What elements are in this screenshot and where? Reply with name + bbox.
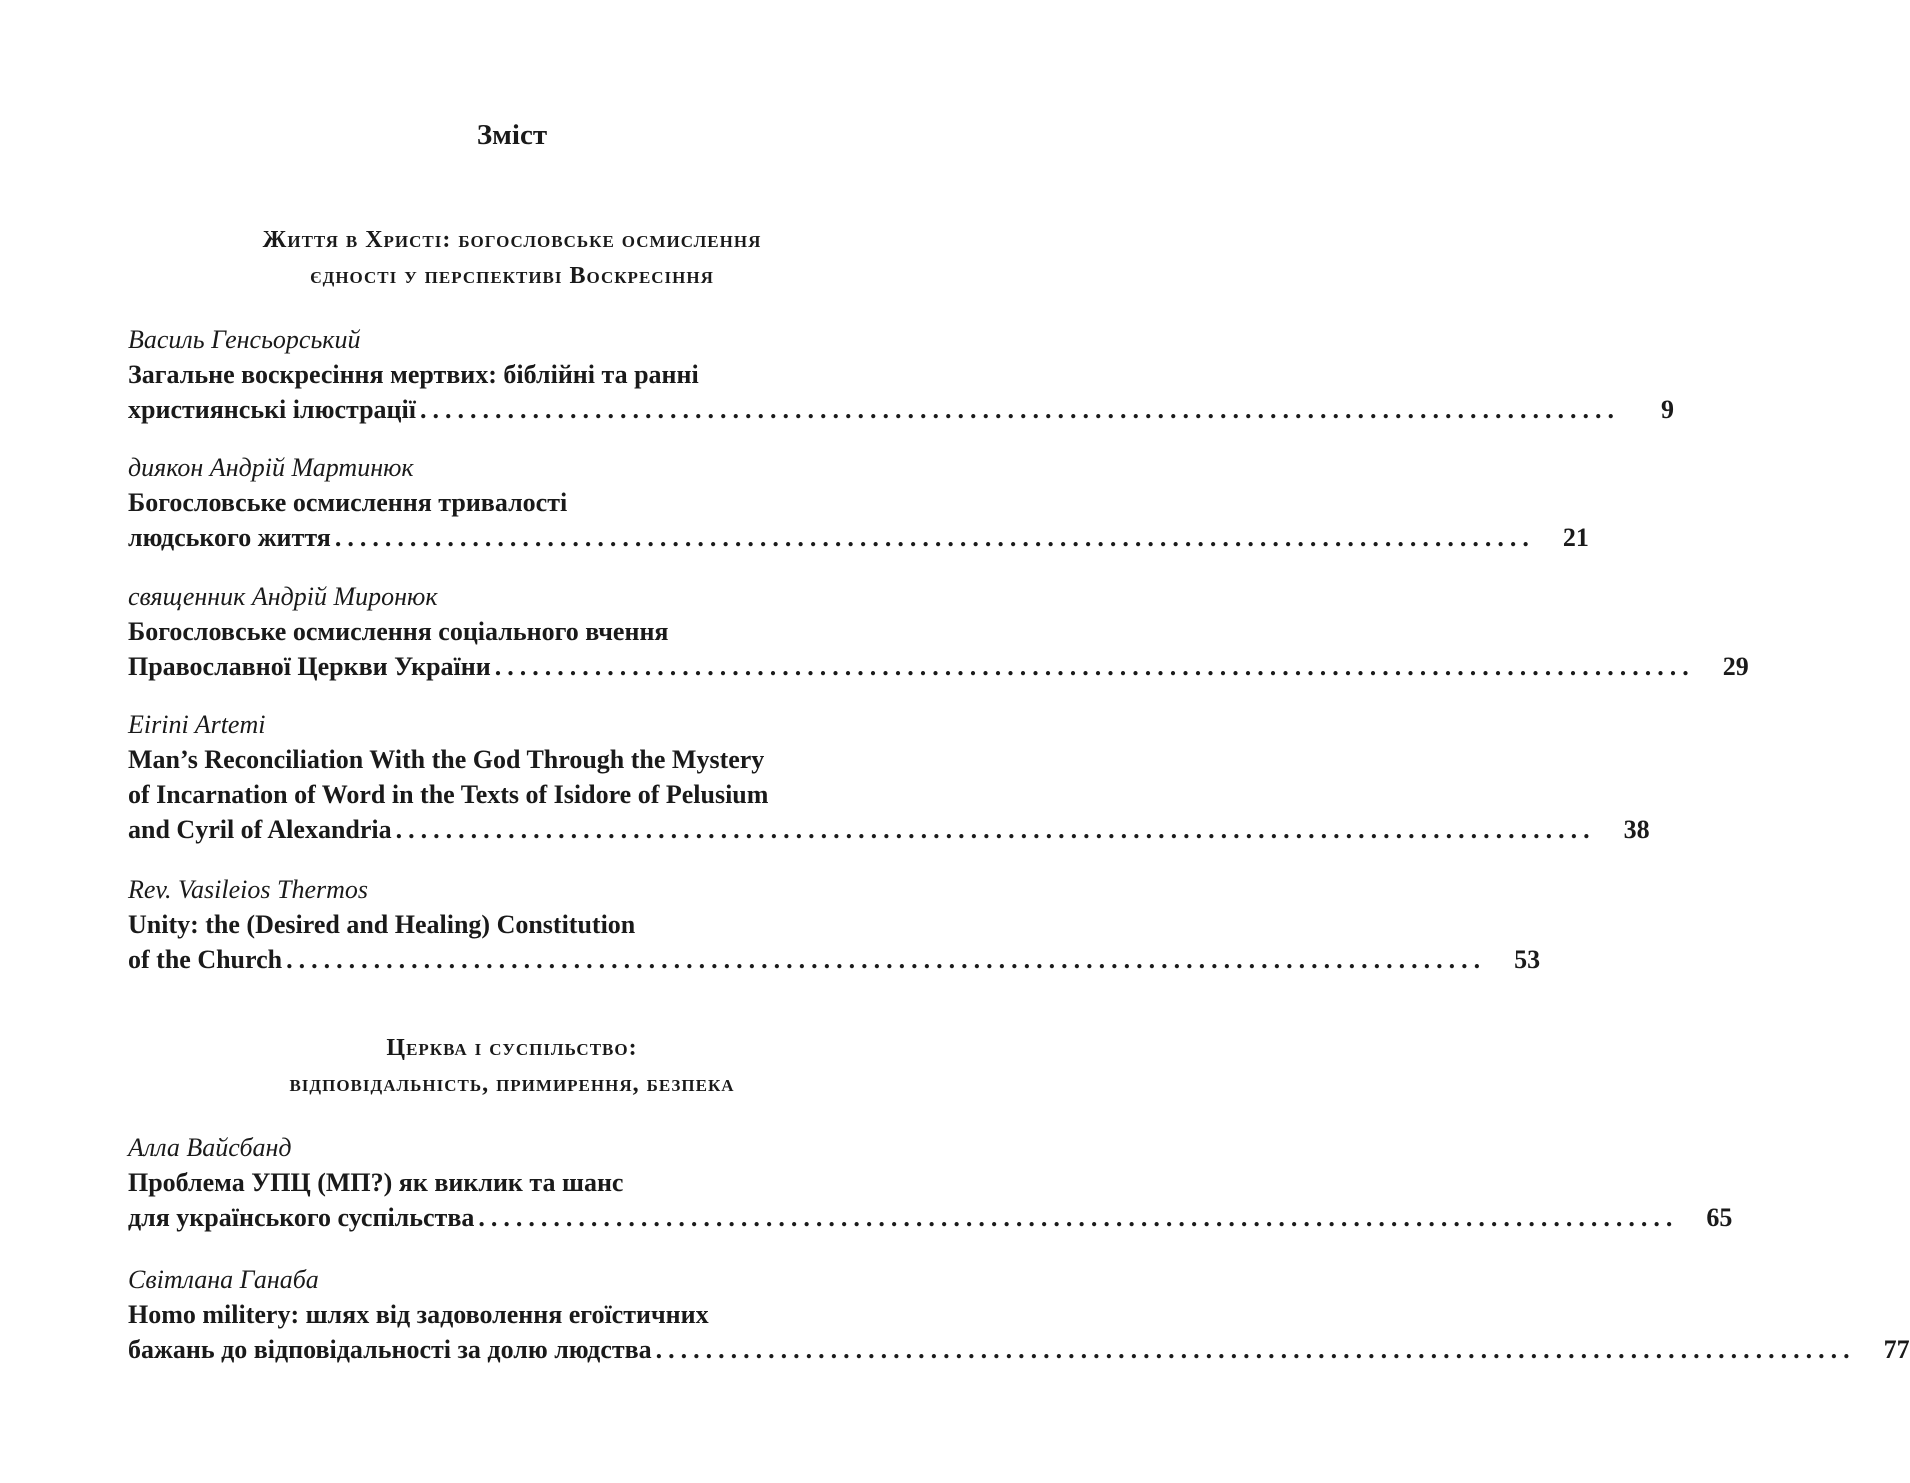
entry-title-line: християнські ілюстрації xyxy=(128,395,416,424)
dot-leader: ................................................................................................ xyxy=(655,1335,1856,1364)
page-title: Зміст xyxy=(476,119,548,151)
section-heading xyxy=(128,1030,896,1102)
entry-page-number: 53 xyxy=(1514,945,1541,974)
section-heading-line: Церква і суспільство: xyxy=(386,1035,638,1061)
entry-title-last-line xyxy=(128,649,1749,684)
entry-author: Василь Генсьорський xyxy=(128,325,361,354)
entry-title-line: для українського суспільства xyxy=(128,1203,475,1232)
entry-title-line: Богословське осмислення соціального вчення xyxy=(128,617,669,646)
entry-title-last-line xyxy=(128,392,1674,427)
entry-title-line: of the Church xyxy=(128,945,283,974)
dot-leader: ................................................................................................ xyxy=(334,523,1535,552)
entry-author: диякон Андрій Мартинюк xyxy=(128,453,414,482)
entry-title-line: Проблема УПЦ (МП?) як виклик та шанс xyxy=(128,1168,624,1197)
entry-title-line: людського життя xyxy=(128,523,331,552)
entry-page-number: 65 xyxy=(1706,1203,1733,1232)
entry-title-line: Богословське осмислення тривалості xyxy=(128,488,568,517)
entry-page-number: 29 xyxy=(1722,652,1749,681)
entry-title-line: Загальне воскресіння мертвих: біблійні та ранні xyxy=(128,360,699,389)
toc-entry[interactable] xyxy=(128,450,1589,555)
toc-entry[interactable] xyxy=(128,707,1650,847)
dot-leader: ................................................................................................ xyxy=(395,815,1596,844)
toc-entry[interactable] xyxy=(128,579,1749,684)
entry-title-line: Man’s Reconciliation With the God Through the Mystery xyxy=(128,745,765,774)
dot-leader: ................................................................................................ xyxy=(419,395,1620,424)
section-heading-line: Життя в Христі: богословське осмислення xyxy=(262,227,762,253)
entry-title-line: Unity: the (Desired and Healing) Constitution xyxy=(128,910,636,939)
entry-author: Rev. Vasileios Thermos xyxy=(128,875,368,904)
entry-title-line: Православної Церкви України xyxy=(128,652,491,681)
entry-page-number: 9 xyxy=(1660,395,1674,424)
entry-title-line: бажань до відповідальності за долю людства xyxy=(128,1335,652,1364)
section-heading xyxy=(128,222,896,294)
entry-title-last-line xyxy=(128,520,1589,555)
toc-entry[interactable] xyxy=(128,1262,1910,1367)
section-heading-line: відповідальність, примирення, безпека xyxy=(289,1071,735,1097)
entry-title-line: of Incarnation of Word in the Texts of Isidore of Pelusium xyxy=(128,780,769,809)
entry-author: Eirini Artemi xyxy=(128,710,266,739)
entry-title-line: and Cyril of Alexandria xyxy=(128,815,392,844)
entry-title-last-line xyxy=(128,942,1541,977)
entry-title-last-line xyxy=(128,1200,1733,1235)
entry-page-number: 38 xyxy=(1623,815,1650,844)
toc-entry[interactable] xyxy=(128,872,1541,977)
entry-title-last-line xyxy=(128,1332,1910,1367)
entry-title-last-line xyxy=(128,812,1650,847)
entry-author: Світлана Ганаба xyxy=(128,1265,319,1294)
dot-leader: ................................................................................................ xyxy=(494,652,1695,681)
dot-leader: ................................................................................................ xyxy=(478,1203,1679,1232)
toc-entry[interactable] xyxy=(128,322,1674,427)
toc-entry[interactable] xyxy=(128,1130,1733,1235)
entry-author: священник Андрій Миронюк xyxy=(128,582,438,611)
entry-page-number: 77 xyxy=(1883,1335,1910,1364)
section-heading-line: єдності у перспективі Воскресіння xyxy=(310,263,714,289)
entry-title-line: Homo militery: шлях від задоволення егоїстичних xyxy=(128,1300,709,1329)
entry-page-number: 21 xyxy=(1562,523,1589,552)
entry-author: Алла Вайсбанд xyxy=(128,1133,292,1162)
dot-leader: ................................................................................................ xyxy=(286,945,1487,974)
